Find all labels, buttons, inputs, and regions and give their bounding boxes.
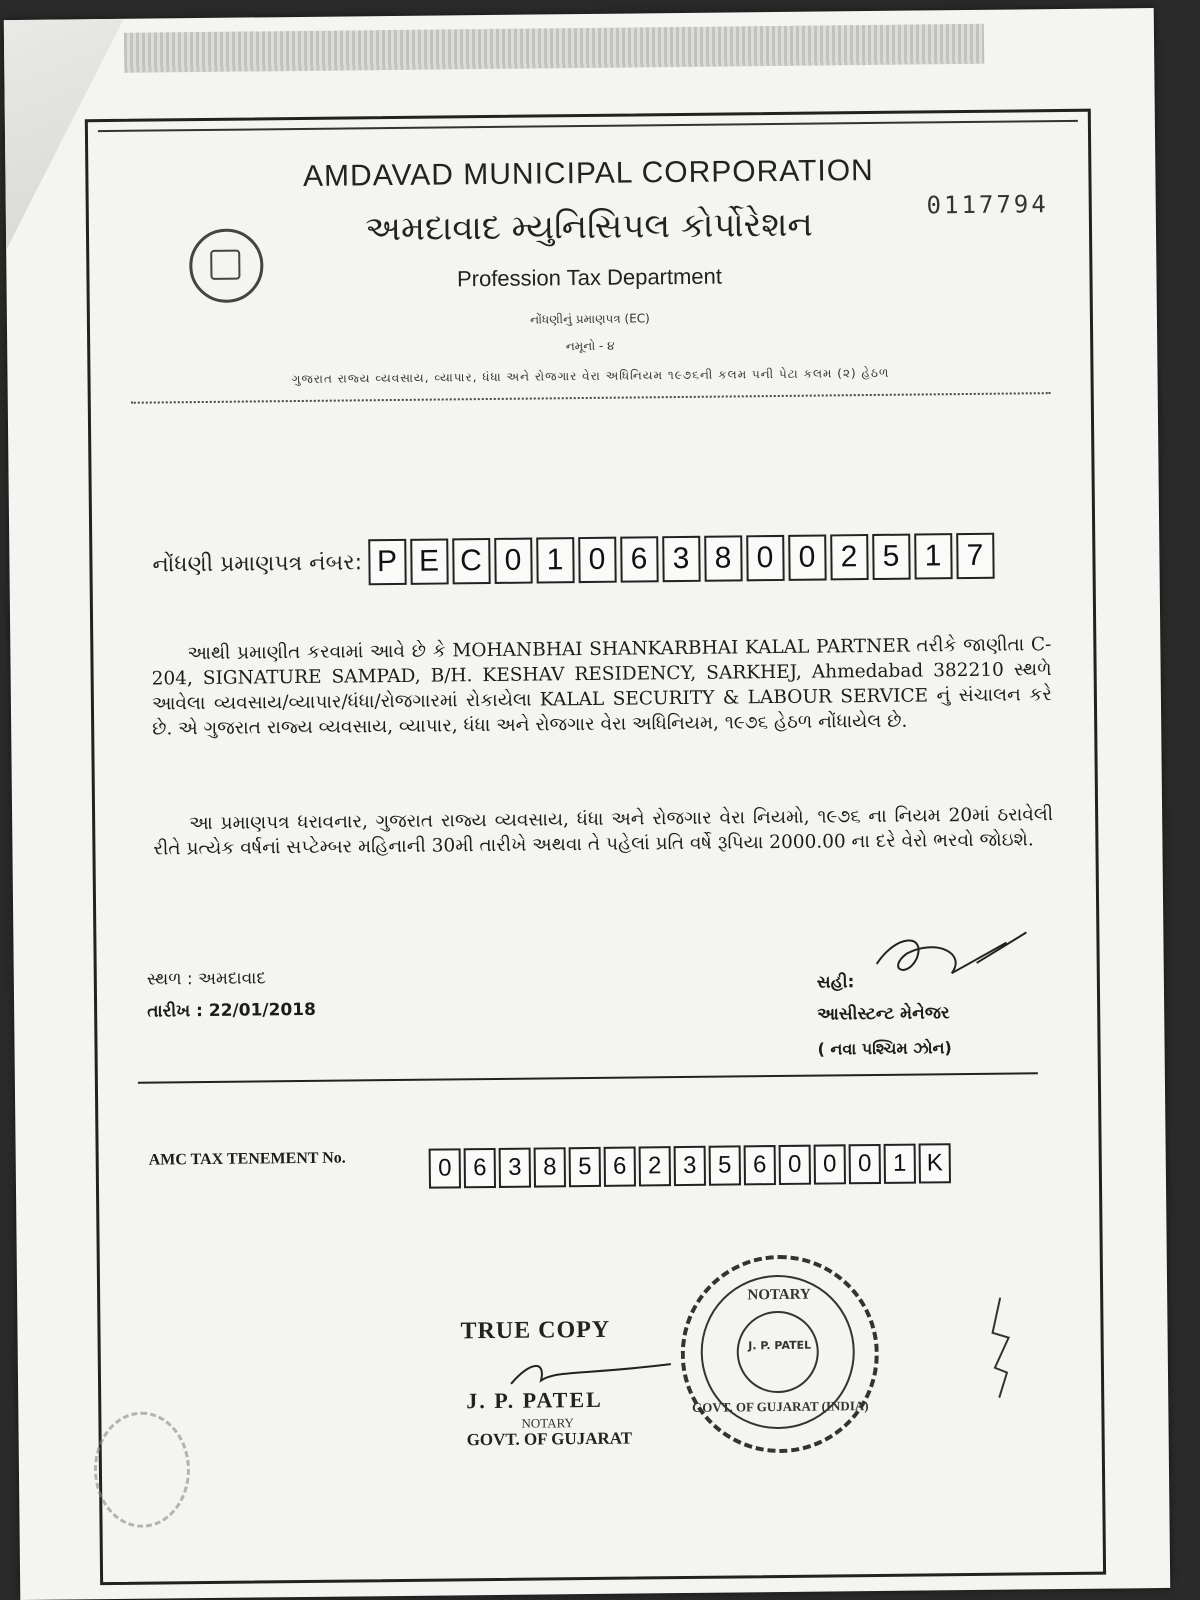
registration-char-box: 7 (956, 533, 994, 579)
tenement-char-box: 3 (499, 1148, 531, 1188)
tenement-char-box: 6 (604, 1147, 636, 1187)
seal-bottom-text: GOVT. OF GUJARAT (INDIA) (692, 1398, 869, 1415)
tenement-char-box: 6 (464, 1148, 496, 1188)
zone-name: ( નવા પશ્ચિમ ઝોન) (817, 1038, 952, 1059)
tenement-char-box: 0 (779, 1145, 811, 1185)
registration-char-box: 6 (620, 536, 658, 582)
registration-char-box: 5 (872, 534, 910, 580)
place-field: સ્થળ : અમદાવાદ (146, 968, 267, 990)
notary-seal (680, 1254, 880, 1454)
registration-char-box: 2 (830, 534, 868, 580)
registration-char-box: E (410, 538, 448, 584)
faded-stamp (93, 1411, 190, 1528)
registration-char-box: 1 (914, 533, 952, 579)
tenement-char-box: 2 (639, 1146, 671, 1186)
title-gujarati: અમદાવાદ મ્યુનિસિપલ કોર્પોરેશન (364, 204, 813, 250)
tax-obligation-paragraph: આ પ્રમાણપત્ર ધરાવનાર, ગુજરાત રાજ્ય વ્યવસાય, ધંધા અને રોજગાર વેરા નિયમો, ૧૯૭૬ ના નિયમ 20માં ઠરાવેલી રીતે પ્રત્યેક વર્ષનાં સપ્ટેમ્બર મહિનાની 30મી તારીખે અથવા તે પહેલાં પ્રતિ વર્ષે રૂપિયા 2000.00 ના દરે વેરો ભરવો જોઇશે. (153, 804, 1054, 860)
registration-char-box: 3 (662, 536, 700, 582)
notary-role: NOTARY (521, 1415, 574, 1431)
department-name: Profession Tax Department (456, 263, 723, 292)
margin-initials (980, 1292, 1021, 1402)
certification-paragraph: આથી પ્રમાણીત કરવામાં આવે છે કે MOHANBHAI SHANKARBHAI KALAL PARTNER તરીકે જાણીતા C-204, SIGNATURE SAMPAD, B/H. KESHAV RESIDENCY, SARKHEJ, Ahmedabad 382210 સ્થળે આવેલા વ્યવસાય/વ્યાપાર/ધંધા/રોજગારમાં રોકાયેલા KALAL SECURITY & LABOUR SERVICE નું સંચાલન કરે છે. એ ગુજરાત રાજ્ય વ્યવસાય, વ્યાપાર, ધંધા અને રોજગાર વેરા અધિનિયમ, ૧૯૭૬ હેઠળ નોંધાયેલ છે. (151, 634, 1052, 740)
registration-char-box: 0 (746, 535, 784, 581)
tenement-char-box: 0 (849, 1144, 881, 1184)
tenement-char-box: 1 (884, 1144, 916, 1184)
registration-label: નોંધણી પ્રમાણપત્ર નંબર: (152, 549, 363, 578)
registration-number-boxes (368, 533, 998, 586)
tenement-char-box: 0 (429, 1148, 461, 1188)
registration-char-box: 0 (494, 538, 532, 584)
true-copy-stamp: TRUE COPY (460, 1316, 611, 1345)
scan-strip (124, 24, 984, 73)
notary-name: J. P. PATEL (466, 1386, 603, 1414)
seal-name-text: J. P. PATEL (748, 1338, 812, 1353)
act-reference: ગુજરાત રાજ્ય વ્યવસાય, વ્યાપાર, ધંધા અને રોજગાર વેરા અધિનિયમ ૧૯૭૬ની કલમ પની પેટા કલમ (૨) હેઠળ (291, 365, 890, 387)
date-field: તારીખ : 22/01/2018 (147, 999, 316, 1022)
registration-char-box: 1 (536, 537, 574, 583)
signature-label: સહી: (816, 972, 855, 993)
assistant-manager-signature (856, 922, 1037, 1004)
registration-char-box: P (368, 539, 406, 585)
title-english: AMDAVAD MUNICIPAL CORPORATION (302, 153, 874, 193)
registration-char-box: 8 (704, 535, 742, 581)
tenement-label: AMC TAX TENEMENT No. (148, 1149, 346, 1169)
header-divider (131, 392, 1051, 404)
registration-char-box: C (452, 538, 490, 584)
signatory-title: આસીસ્ટન્ટ મેનેજર (817, 1003, 950, 1025)
certificate-type: નોંધણીનું પ્રમાણપત્ર (EC) (529, 311, 650, 327)
tenement-char-box: 5 (709, 1145, 741, 1185)
footer-divider (138, 1072, 1038, 1083)
registration-char-box: 0 (578, 537, 616, 583)
tenement-number-boxes (429, 1143, 954, 1188)
notary-govt: GOVT. OF GUJARAT (466, 1428, 633, 1450)
seal-top-text: NOTARY (747, 1286, 811, 1304)
registration-number-row (152, 533, 998, 588)
certificate-page (4, 8, 1170, 1600)
tenement-char-box: 8 (534, 1147, 566, 1187)
tenement-char-box: K (919, 1143, 951, 1183)
tenement-char-box: 0 (814, 1144, 846, 1184)
tenement-char-box: 6 (744, 1145, 776, 1185)
tenement-char-box: 5 (569, 1147, 601, 1187)
certificate-frame (85, 109, 1106, 1585)
registration-char-box: 0 (788, 534, 826, 580)
form-number: નમૂનો - ૪ (565, 338, 615, 354)
tenement-char-box: 3 (674, 1146, 706, 1186)
serial-number: 0117794 (926, 190, 1049, 220)
